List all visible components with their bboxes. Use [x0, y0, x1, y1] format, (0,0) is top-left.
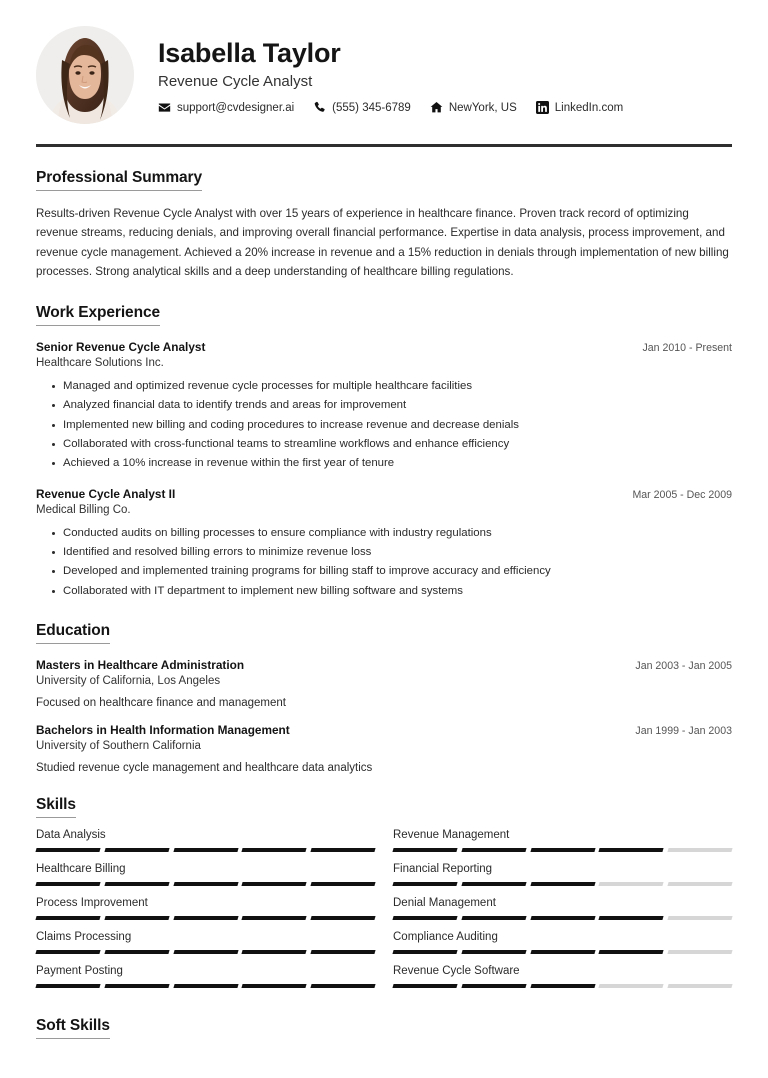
work-bullet: Implemented new billing and coding procedures to increase revenue and decrease denials: [36, 417, 732, 434]
work-entry: [36, 487, 732, 600]
skill-segment-filled: [311, 882, 376, 886]
contact-email[interactable]: [158, 101, 294, 114]
skill-segment-filled: [461, 984, 526, 988]
section-heading-soft-skills: Soft Skills: [36, 1016, 110, 1034]
section-underline: [36, 817, 76, 818]
skill-level-bar: [36, 984, 375, 988]
skill-segment-filled: [311, 916, 376, 920]
skill-segment-filled: [530, 916, 595, 920]
skill-name: Financial Reporting: [393, 862, 493, 875]
home-icon: [430, 101, 443, 114]
skill-name: Revenue Management: [393, 828, 510, 841]
skill-segment-filled: [242, 882, 307, 886]
work-job-title: Senior Revenue Cycle Analyst: [36, 339, 206, 354]
skill-segment-filled: [104, 950, 169, 954]
work-date-range: Jan 2010 - Present: [642, 341, 732, 354]
skill-segment-filled: [242, 916, 307, 920]
skill-segment-filled: [104, 916, 169, 920]
summary-text: Results-driven Revenue Cycle Analyst with over 15 years of experience in healthcare finance. Proven track record of optimizing revenue streams, reducing denials, and improving overall financial performance. Expertise in data analysis, process improvement, and revenue cycle management. Achieved a 20% increase in revenue and a 15% reduction in denials through implementation of new billing processes. Strong analytical skills and a deep understanding of healthcare billing regulations.: [36, 207, 729, 279]
work-bullet: Collaborated with cross-functional teams to streamline workflows and enhance efficiency: [36, 436, 732, 453]
education-date-range: Jan 1999 - Jan 2003: [635, 724, 732, 737]
skill-segment-filled: [242, 950, 307, 954]
skill-level-bar: [393, 882, 732, 886]
skill-segment-filled: [392, 984, 457, 988]
skill-segment-filled: [35, 882, 100, 886]
skill-segment-filled: [311, 848, 376, 852]
skill-segment-filled: [599, 848, 664, 852]
work-date-range: Mar 2005 - Dec 2009: [632, 488, 732, 501]
section-heading-work: Work Experience: [36, 303, 160, 321]
education-entry: [36, 658, 732, 709]
skill-item: [393, 965, 732, 988]
skills-grid: [36, 829, 732, 999]
work-bullet: Collaborated with IT department to implement new billing software and systems: [36, 583, 732, 600]
section-work-experience: [36, 304, 732, 600]
skill-name: Compliance Auditing: [393, 930, 498, 943]
section-skills: [36, 796, 732, 999]
section-heading-skills: Skills: [36, 795, 76, 813]
skill-segment-filled: [104, 848, 169, 852]
skill-segment-filled: [35, 848, 100, 852]
contact-phone[interactable]: [313, 101, 411, 114]
contact-list: [158, 101, 642, 114]
skill-segment-filled: [173, 984, 238, 988]
work-bullet: Analyzed financial data to identify trends and areas for improvement: [36, 397, 732, 414]
page-title: Isabella Taylor: [158, 37, 341, 68]
phone-icon: [313, 101, 326, 114]
work-bullet: Conducted audits on billing processes to ensure compliance with industry regulations: [36, 525, 732, 542]
work-bullet: Managed and optimized revenue cycle processes for multiple healthcare facilities: [36, 378, 732, 395]
section-underline: [36, 643, 110, 644]
skill-segment-filled: [173, 916, 238, 920]
skill-name: Payment Posting: [36, 964, 123, 977]
work-bullet: Achieved a 10% increase in revenue within the first year of tenure: [36, 455, 732, 472]
skill-item: [393, 897, 732, 920]
skill-segment-filled: [530, 848, 595, 852]
skill-segment-filled: [311, 984, 376, 988]
skill-item: [36, 897, 375, 920]
work-company: Medical Billing Co.: [36, 503, 131, 516]
work-entry: [36, 340, 732, 473]
work-bullet: Identified and resolved billing errors to minimize revenue loss: [36, 544, 732, 561]
work-job-title: Revenue Cycle Analyst II: [36, 486, 176, 501]
skill-segment-filled: [173, 848, 238, 852]
section-underline: [36, 1038, 110, 1039]
skill-segment-filled: [392, 882, 457, 886]
skill-segment-filled: [242, 848, 307, 852]
skill-segment-empty: [668, 882, 733, 886]
skill-segment-filled: [461, 848, 526, 852]
skill-item: [393, 863, 732, 886]
skill-segment-filled: [392, 916, 457, 920]
skill-segment-filled: [599, 950, 664, 954]
education-entry: [36, 723, 732, 774]
skill-name: Claims Processing: [36, 930, 132, 943]
skill-segment-filled: [35, 984, 100, 988]
skill-segment-filled: [35, 916, 100, 920]
linkedin-icon: [536, 101, 549, 114]
skill-segment-filled: [173, 882, 238, 886]
skill-segment-filled: [392, 950, 457, 954]
section-soft-skills: [36, 1017, 732, 1039]
skill-segment-filled: [104, 882, 169, 886]
skill-name: Denial Management: [393, 896, 496, 909]
education-degree: Bachelors in Health Information Management: [36, 722, 290, 737]
work-company: Healthcare Solutions Inc.: [36, 356, 164, 369]
avatar: [36, 26, 134, 124]
contact-email-text: support@cvdesigner.ai: [177, 101, 295, 114]
work-bullet-list: [36, 378, 732, 473]
skill-name: Data Analysis: [36, 828, 106, 841]
education-date-range: Jan 2003 - Jan 2005: [635, 659, 732, 672]
skill-segment-filled: [461, 916, 526, 920]
skill-segment-empty: [599, 882, 664, 886]
skill-item: [36, 965, 375, 988]
skill-segment-filled: [104, 984, 169, 988]
skill-segment-filled: [35, 950, 100, 954]
skill-item: [36, 931, 375, 954]
skill-item: [393, 931, 732, 954]
envelope-icon: [158, 101, 171, 114]
skill-segment-filled: [461, 882, 526, 886]
skill-name: Healthcare Billing: [36, 862, 126, 875]
skill-level-bar: [36, 950, 375, 954]
skill-item: [36, 829, 375, 852]
skill-segment-filled: [530, 950, 595, 954]
resume-header: [36, 0, 732, 124]
job-title: Revenue Cycle Analyst: [158, 73, 313, 91]
education-school: University of Southern California: [36, 739, 201, 752]
skill-item: [36, 863, 375, 886]
header-text: [158, 36, 642, 114]
contact-location: [430, 101, 517, 114]
skill-segment-filled: [242, 984, 307, 988]
education-description: Focused on healthcare finance and management: [36, 696, 286, 709]
contact-linkedin[interactable]: [536, 101, 623, 114]
skill-level-bar: [393, 848, 732, 852]
skill-level-bar: [393, 950, 732, 954]
skill-segment-empty: [668, 916, 733, 920]
skill-segment-filled: [530, 882, 595, 886]
skill-segment-empty: [668, 848, 733, 852]
skill-level-bar: [36, 916, 375, 920]
skill-name: Revenue Cycle Software: [393, 964, 520, 977]
skill-segment-filled: [461, 950, 526, 954]
work-bullet-list: [36, 525, 732, 600]
skill-segment-filled: [392, 848, 457, 852]
work-bullet: Developed and implemented training programs for billing staff to improve accuracy and efficiency: [36, 563, 732, 580]
contact-phone-text: (555) 345-6789: [332, 101, 411, 114]
education-description: Studied revenue cycle management and healthcare data analytics: [36, 761, 373, 774]
skill-level-bar: [393, 916, 732, 920]
section-heading-education: Education: [36, 621, 111, 639]
skill-segment-filled: [311, 950, 376, 954]
education-school: University of California, Los Angeles: [36, 674, 221, 687]
skill-level-bar: [36, 848, 375, 852]
section-heading-summary: Professional Summary: [36, 169, 202, 186]
education-degree: Masters in Healthcare Administration: [36, 657, 245, 672]
skill-level-bar: [36, 882, 375, 886]
skill-item: [393, 829, 732, 852]
section-underline: [36, 325, 160, 326]
skill-segment-filled: [173, 950, 238, 954]
skill-segment-empty: [599, 984, 664, 988]
skill-segment-filled: [530, 984, 595, 988]
section-professional-summary: [36, 169, 732, 282]
skill-level-bar: [393, 984, 732, 988]
section-education: [36, 622, 732, 774]
skill-segment-empty: [668, 950, 733, 954]
contact-location-text: NewYork, US: [448, 101, 517, 114]
skill-segment-filled: [599, 916, 664, 920]
contact-linkedin-text: LinkedIn.com: [554, 101, 624, 114]
section-underline: [36, 190, 202, 191]
skill-name: Process Improvement: [36, 896, 148, 909]
header-divider: [36, 144, 732, 147]
skill-segment-empty: [668, 984, 733, 988]
